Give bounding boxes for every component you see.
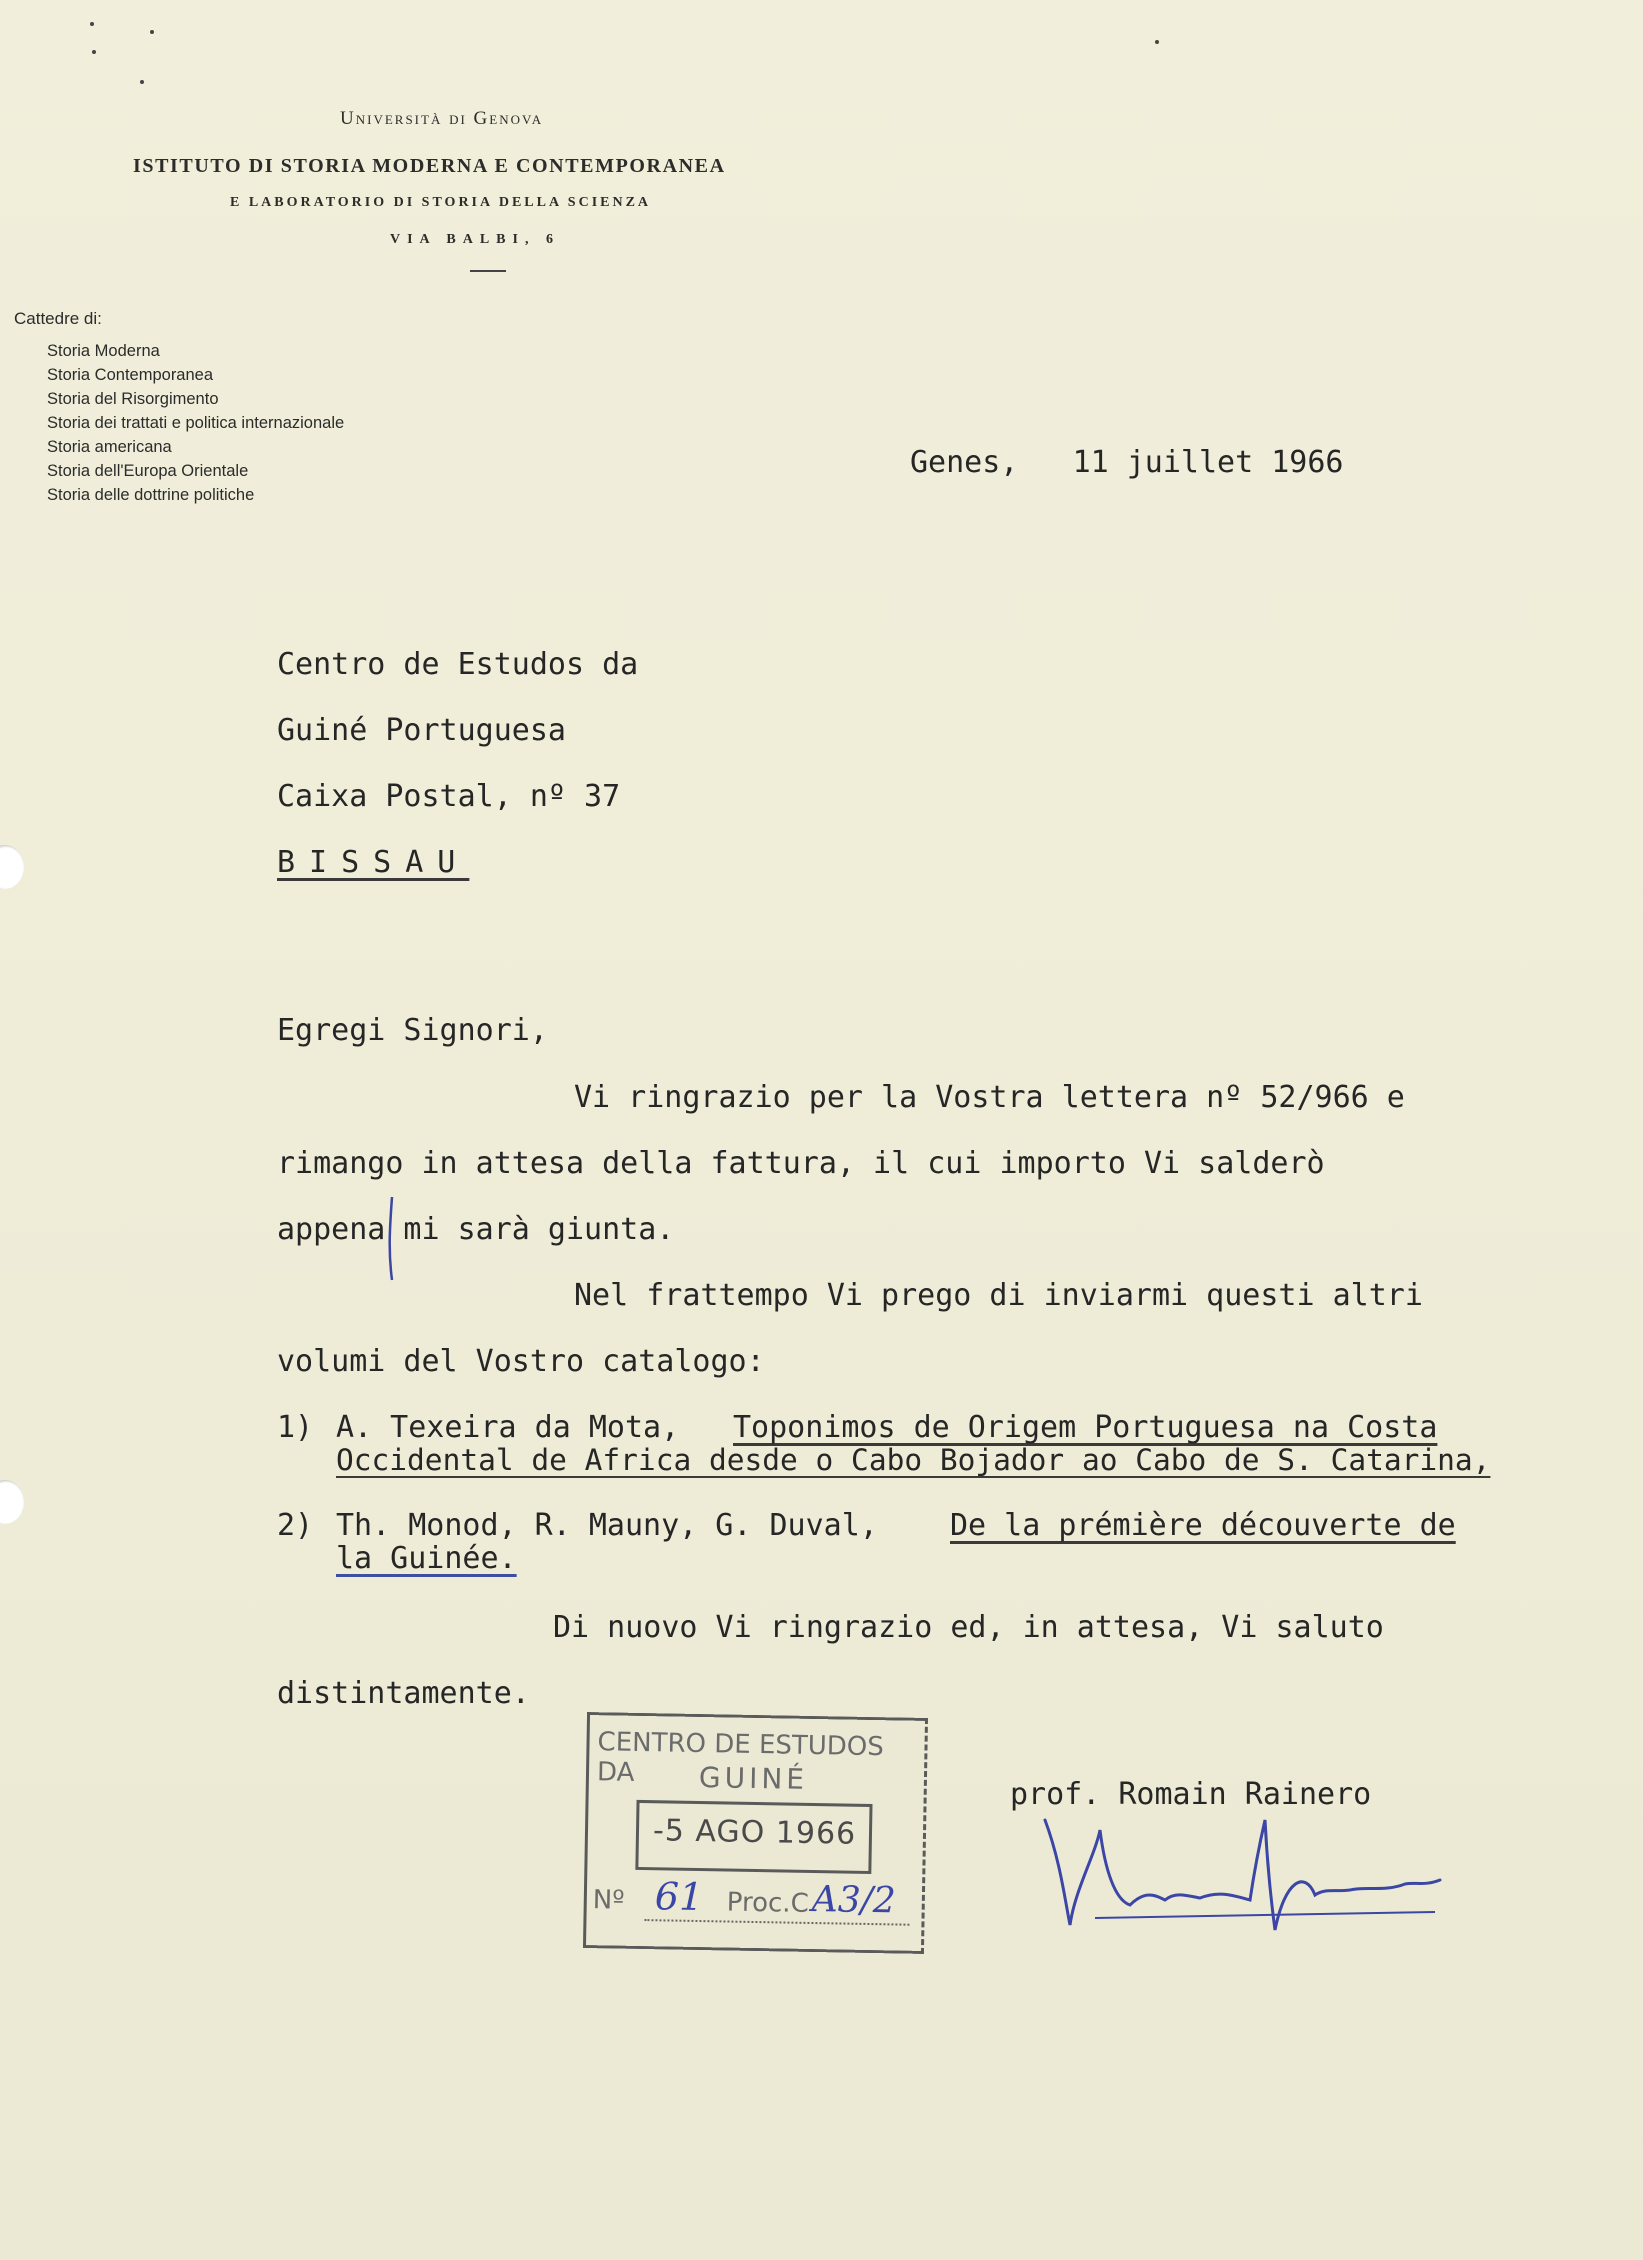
received-stamp	[583, 1712, 928, 1954]
stamp-line-2: GUINÉ	[698, 1761, 809, 1796]
handwritten-signature	[1035, 1800, 1455, 1950]
paper-speck	[140, 80, 144, 84]
item-2-title-line-2: la Guinée.	[336, 1541, 517, 1576]
stamp-date-box	[635, 1800, 872, 1874]
chair-item: Storia Moderna	[47, 342, 160, 360]
chair-item: Storia dell'Europa Orientale	[47, 462, 249, 480]
date-value: 11 juillet 1966	[1072, 445, 1344, 480]
chairs-heading: Cattedre di:	[14, 309, 102, 328]
item-2-title-line-1: De la prémière découverte de	[950, 1508, 1456, 1543]
chair-item: Storia americana	[47, 438, 172, 456]
chair-item: Storia del Risorgimento	[47, 390, 219, 408]
letterhead-laboratory: E LABORATORIO DI STORIA DELLA SCIENZA	[230, 195, 652, 210]
recipient-city: BISSAU	[277, 845, 470, 880]
letterhead-address: VIA BALBI, 6	[390, 232, 560, 247]
item-1-title-line-1: Toponimos de Origem Portuguesa na Costa	[733, 1410, 1438, 1445]
chairs-list	[47, 339, 344, 507]
body-paragraph-2-line-2: volumi del Vostro catalogo:	[277, 1344, 765, 1379]
date-line	[910, 445, 1344, 480]
item-1-number: 1)	[277, 1410, 314, 1445]
paper-speck	[150, 30, 154, 34]
recipient-line-1: Centro de Estudos da	[277, 647, 639, 682]
closing-line-2: distintamente.	[277, 1676, 530, 1711]
item-1-author: A. Texeira da Mota,	[336, 1410, 680, 1445]
paper-speck	[1155, 40, 1159, 44]
recipient-address	[277, 645, 638, 909]
recipient-line-3: Caixa Postal, nº 37	[277, 779, 621, 814]
paper-speck	[90, 22, 94, 26]
closing-line-1: Di nuovo Vi ringrazio ed, in attesa, Vi saluto	[553, 1610, 1384, 1645]
chair-item: Storia Contemporanea	[47, 366, 214, 384]
letterhead-institute: ISTITUTO DI STORIA MODERNA E CONTEMPORANEA	[133, 155, 726, 177]
letterhead-divider	[470, 270, 506, 272]
item-1-title-line-2: Occidental de Africa desde o Cabo Bojador ao Cabo de S. Catarina,	[336, 1443, 1491, 1477]
stamp-proc-label: Proc.C	[726, 1887, 810, 1919]
date-place: Genes,	[910, 445, 1019, 480]
stamp-line-1: CENTRO DE ESTUDOS DA	[596, 1727, 885, 1788]
body-paragraph-2-line-1: Nel frattempo Vi prego di inviarmi questi altri	[574, 1278, 1423, 1313]
body-paragraph-1-line-3: appena mi sarà giunta.	[277, 1212, 675, 1247]
pen-correction-mark	[380, 1195, 410, 1285]
chair-item: Storia delle dottrine politiche	[47, 486, 255, 504]
binder-hole-bottom	[0, 1480, 24, 1524]
binder-hole-top	[0, 845, 24, 889]
salutation: Egregi Signori,	[277, 1013, 548, 1048]
item-2-number: 2)	[277, 1508, 314, 1543]
stamp-proc-ref: A3/2	[811, 1878, 897, 1922]
recipient-line-2: Guiné Portuguesa	[277, 713, 566, 748]
item-2-authors: Th. Monod, R. Mauny, G. Duval,	[336, 1508, 878, 1543]
chair-item: Storia dei trattati e politica internazionale	[47, 414, 345, 432]
body-paragraph-1-line-2: rimango in attesa della fattura, il cui importo Vi salderò	[277, 1146, 1325, 1181]
paper-speck	[92, 50, 96, 54]
stamp-date: -5 AGO 1966	[652, 1813, 857, 1852]
stamp-number: 61	[654, 1874, 704, 1920]
body-paragraph-1-line-1: Vi ringrazio per la Vostra lettera nº 52/966 e	[574, 1080, 1405, 1115]
stamp-number-label: Nº	[592, 1885, 625, 1916]
letterhead-university: Università di Genova	[340, 108, 544, 129]
signature-name: prof. Romain Rainero	[1010, 1777, 1372, 1812]
